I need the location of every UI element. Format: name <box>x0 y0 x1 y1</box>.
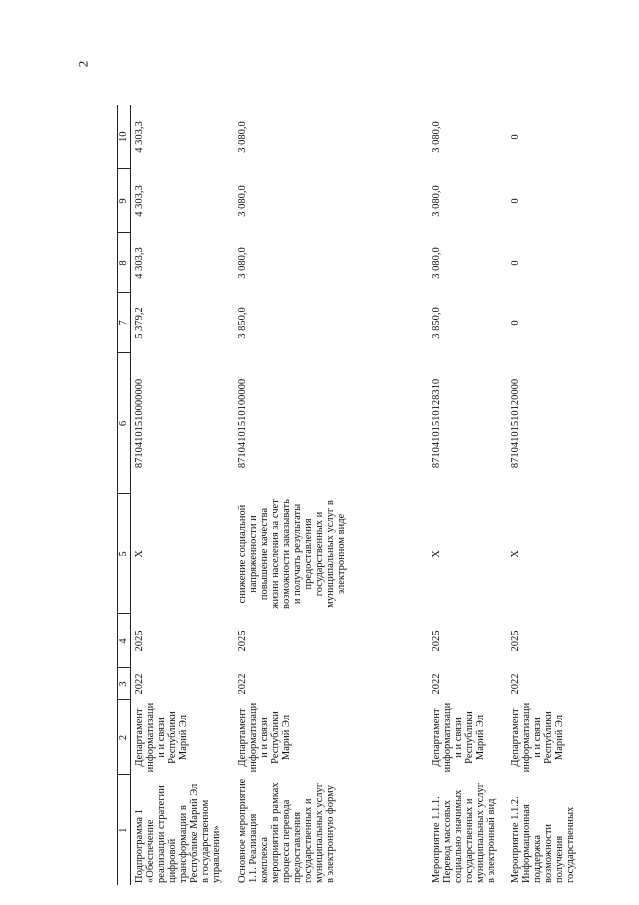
table-row <box>428 105 507 885</box>
cell-code: 87104101510000000 <box>134 378 145 469</box>
header-col-4: 4 <box>118 614 131 668</box>
cell-col9: 3 080,0 <box>431 185 442 217</box>
header-col-6: 6 <box>118 353 131 494</box>
cell-result: Х <box>134 550 145 558</box>
cell-col10: 0 <box>510 134 521 140</box>
rotated-table-wrapper <box>117 105 639 885</box>
table-row <box>234 105 428 885</box>
cell-col7: 0 <box>510 320 521 326</box>
cell-executor: Департамент информатизации и связи Республики Марий Эл <box>134 702 190 773</box>
page-number: 2 <box>75 60 91 68</box>
cell-code: 87104101510120000 <box>510 378 521 469</box>
cell-start-year: 2022 <box>431 673 442 695</box>
header-col-5: 5 <box>118 494 131 614</box>
cell-executor: Департамент информатизации и связи Республики Марий Эл <box>510 702 566 773</box>
cell-col8: 4 303,3 <box>134 247 145 279</box>
table-row <box>131 105 235 885</box>
cell-result: Х <box>431 550 442 558</box>
cell-col7: 3 850,0 <box>237 307 248 339</box>
cell-end-year: 2025 <box>134 630 145 652</box>
cell-code: 87104101510100000 <box>237 378 248 469</box>
cell-col8: 3 080,0 <box>237 247 248 279</box>
cell-start-year: 2022 <box>237 673 248 695</box>
cell-code: 87104101510128310 <box>431 378 442 469</box>
cell-col8: 3 080,0 <box>431 247 442 279</box>
cell-name: Мероприятие 1.1.2. Информационная поддержка возможности получения государственных <box>510 796 577 883</box>
cell-name: Основное мероприятие 1.1. Реализация комплекса мероприятий в рамках процесса перевода предоставления государственных и муниципальных услуг в электронную форму <box>237 778 337 883</box>
table-row <box>507 105 580 885</box>
header-col-7: 7 <box>118 293 131 353</box>
cell-start-year: 2022 <box>134 673 145 695</box>
program-table <box>117 105 580 885</box>
cell-col10: 3 080,0 <box>237 121 248 153</box>
cell-col7: 3 850,0 <box>431 307 442 339</box>
header-col-2: 2 <box>118 700 131 775</box>
cell-name: Подпрограмма 1 «Обеспечение реализации стратегии цифровой трансформации в Республике Марий Эл в государственном управлении» <box>134 783 223 883</box>
cell-col9: 4 303,3 <box>134 185 145 217</box>
cell-result: снижение социальной напряженности и повышение качества жизни населения за счет возможности заказывать и получать результаты предоставления государственных и муниципальных услуг в электронном виде <box>237 499 348 609</box>
cell-col8: 0 <box>510 260 521 266</box>
cell-start-year: 2022 <box>510 673 521 695</box>
cell-col9: 3 080,0 <box>237 185 248 217</box>
cell-col10: 4 303,3 <box>134 121 145 153</box>
cell-end-year: 2025 <box>237 630 248 652</box>
cell-end-year: 2025 <box>510 630 521 652</box>
cell-col9: 0 <box>510 198 521 204</box>
cell-name: Мероприятие 1.1.1. Перевод массовых социально значимых государственных и муниципальных услуг в электронный вид <box>431 782 498 883</box>
header-col-10: 10 <box>118 105 131 169</box>
cell-col10: 3 080,0 <box>431 121 442 153</box>
cell-result: Х <box>510 550 521 558</box>
header-col-9: 9 <box>118 169 131 233</box>
header-row <box>118 105 131 885</box>
cell-executor: Департамент информатизации и связи Республики Марий Эл <box>237 702 293 773</box>
header-col-3: 3 <box>118 668 131 700</box>
header-col-8: 8 <box>118 233 131 293</box>
header-col-1: 1 <box>118 775 131 885</box>
cell-executor: Департамент информатизации и связи Республики Марий Эл <box>431 702 487 773</box>
cell-col7: 5 379,2 <box>134 307 145 339</box>
cell-end-year: 2025 <box>431 630 442 652</box>
